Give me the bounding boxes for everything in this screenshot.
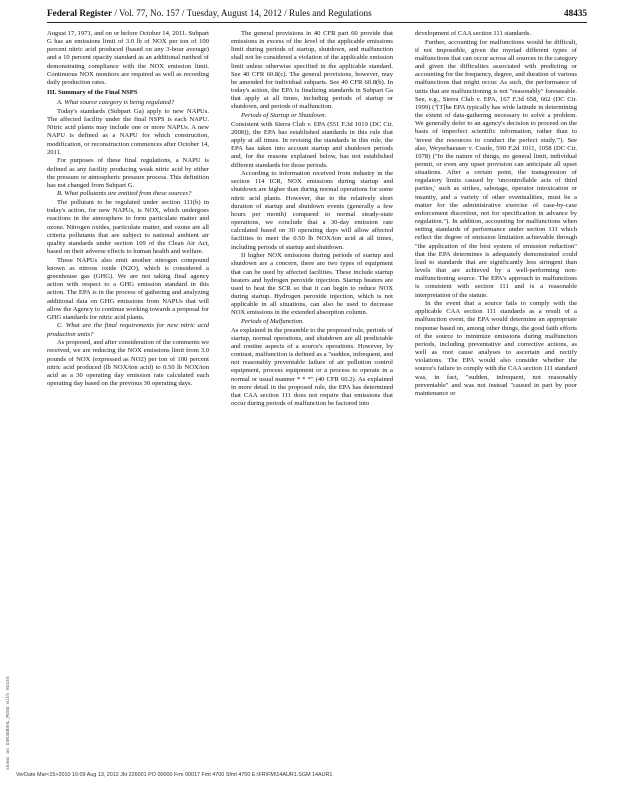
section-heading: III. Summary of the Final NSPS [47,89,138,97]
subsection-heading: Periods of Startup or Shutdown. [241,112,327,120]
subsection-heading: C. What are the final requirements for new nitric acid production units? [47,322,209,338]
text-column-1 [47,30,209,742]
page-footer: VerDate Mar<15>2010 16:09 Aug 13, 2012 Jkt 226001 PO 00000 Frm 00017 Fmt 4700 Sfmt 4700 E:\FR\FM\14AUR1.SGM 14AUR1 [16,772,333,778]
subsection-heading: Periods of Malfunction. [241,317,304,325]
paragraph: Further, accounting for malfunctions would be difficult, if not impossible, given the myriad different types of malfunctions that can occur across all sources in the category and given the difficulties associated with predicting or accounting for the frequency, degree, and duration of various malfunctions that might occur. As such, the performance of units that are malfunctioning is not "reasonably" foreseeable. See, e.g., Sierra Club v. EPA, 167 F.3d 658, 662 (DC Cir. 1999) ("[T]he EPA typically has wide latitude in determining the extent of data-gathering necessary to solve a problem. We generally defer to an agency's decision to proceed on the basis of imperfect scientific information, rather than to 'invest the resources to conduct the perfect study.'"). See also, Weyerhaeuser v. Costle, 590 F.2d 1011, 1058 (DC Cir. 1978) ("In the nature of things, no general limit, individual permit, or even any upset provision can anticipate all upset situations. After a certain point, the transgression of regulatory limits caused by 'uncontrollable acts of third parties,' such as strikes, sabotage, operator intoxication or insanity, and a variety of other eventualities, must be a matter for the administrative exercise of case-by-case enforcement discretion, not for specification in advance by regulation."). In addition, accounting for malfunctions when setting standards of performance under section 111 which reflect the degree of emission limitation achievable through "the application of the best system of emission reduction" that the EPA determines is adequately demonstrated could lead to standards that are significantly less stringent than levels that are achieved by a well-performing non-malfunctioning source. The EPA's approach to malfunctions is consistent with section 111 and is a reasonable interpretation of the statute. [415,38,577,299]
page-header [47,8,587,22]
paragraph: The general provisions in 40 CFR part 60 provide that emissions in excess of the level of the applicable emissions limit during periods of startup, shutdown, and malfunction shall not be considered a violation of the applicable emission limit unless otherwise specified in the applicable standard. See 40 CFR 60.8(c). The general provisions, however, may be amended for individual subparts. See 40 CFR 60.8(b). In today's action, the EPA is finalizing standards in Subpart Ga that apply at all times, including periods of startup or shutdown, and periods of malfunction. [231,30,393,111]
paragraph: As explained in the preamble to the proposed rule, periods of startup, normal operations, and shutdown are all predictable and routine aspects of a source's operations. However, by contrast, malfunction is defined as a "sudden, infrequent, and not reasonably preventable failure of air pollution control equipment, process equipment or a process to operate in a normal or usual manner * * *" (40 CFR 60.2). As explained in more detail in the proposed rule, the EPA has determined that CAA section 111 does not require that emissions that occur during periods of malfunction be factored into [231,326,393,408]
paragraph: August 17, 1971, and on or before October 14, 2011. Subpart G has an emissions limit of 3.0 lb of NOX per ton of 100 percent nitric acid produced (based on any 3-hour average) and a 10 percent opacity standard as an additional method of demonstrating compliance with the NOX emission limit. Continuous NOX monitors are required as well as recording daily production rates. [47,30,209,86]
header-rule [47,22,587,23]
paragraph: According to information received from industry in the section 114 ICR, NOX emissions during startup and shutdown are higher than during normal operations for some nitric acid plants. However, due to the relatively short duration of startup and shutdown events (generally a few hours per month) compared to normal steady-state operations, we conclude that a 30-day emission rate calculated based on 30 operating days will allow affected facilities to meet the 0.50 lb NOX/ton acid at all times, including periods of startup and shutdown. [231,170,393,251]
paragraph: For purposes of these final regulations, a NAPU is defined as any facility producing weak nitric acid by either the pressure or atmospheric pressure process. This definition has not changed from Subpart G. [47,157,209,189]
subsection-heading: A. What source category is being regulated? [57,99,175,107]
paragraph: development of CAA section 111 standards. [415,30,531,37]
sidebar-margin-text: sk4wc on DSK3GBSHL_MDSG with RULES [6,676,11,770]
paragraph: As proposed, and after consideration of the comments we received, we are reducing the NOX emissions limit from 3.0 pounds of NOX (expressed as NO2) per ton of 100 percent nitric acid produced (lb NOX/ton acid) to 0.50 lb NOX/ton acid as a 30 operating day emission rate calculated each operating day based on the previous 30 operating days. [47,339,209,388]
paragraph: Consistent with Sierra Club v. EPA (551 F.3d 1019 (DC Cir. 2008)), the EPA has established standards in this rule that apply at all times. In revising the standards in this rule, the EPA has taken into account startup and shutdown periods and, for the reasons explained below, has not established different standards for those periods. [231,120,393,169]
publication-name: Federal Register [47,8,113,18]
paragraph: If higher NOX emissions during periods of startup and shutdown are a concern, there are two types of equipment that can be used by affected facilities. These include startup heaters and hydrogen peroxide injection. Startup heaters are used to heat the SCR so that it can begin to reduce NOX during startup. Hydrogen peroxide injection, which is not applicable in all situations, can also be used to decrease NOX emissions in the extended absorption column. [231,252,393,317]
paragraph: Today's standards (Subpart Ga) apply to new NAPUs. The affected facility under the final NSPS is each NAPU. Nitric acid plants may include one or more NAPUs. A new NAPU is defined as a NAPU for which construction, modification, or reconstruction commences after October 14, 2011. [47,107,209,156]
page-number: 48435 [564,8,587,18]
subsection-heading: B. What pollutants are emitted from these sources? [57,190,192,198]
issue-info: / Vol. 77, No. 157 / Tuesday, August 14, 2012 / Rules and Regulations [114,8,372,18]
paragraph: These NAPUs also emit another nitrogen compound known as nitrous oxide (N2O), which is considered a greenhouse gas (GHG). We are not taking final agency action with respect to a GHG emission standard in this action. The EPA is in the process of gathering and analyzing additional data on GHG emissions from NAPUs that will allow the Agency to continue working towards a proposal for GHG standards for nitric acid plants. [47,256,209,321]
text-column-2 [231,30,393,742]
paragraph: In the event that a source fails to comply with the applicable CAA section 111 standards as a result of a malfunction event, the EPA would determine an appropriate response based on, among other things, the good faith efforts of the source to minimize emissions during malfunction periods, including preventative and corrective actions, as well as root cause analyses to ascertain and rectify violations. The EPA would also consider whether the source's failure to comply with the CAA section 111 standard was, in fact, "sudden, infrequent, not reasonably preventable" and was not instead "caused in part by poor maintenance or [415,300,577,397]
text-column-3 [415,30,577,742]
paragraph: The pollutant to be regulated under section 111(b) in today's action, for new NAPUs, is NOX, which undergoes reactions in the atmosphere to form particulate matter and ozone. Nitrogen oxides, particulate matter, and ozone are all criteria pollutants that are subject to national ambient air quality standards under section 109 of the Clean Air Act, based on their adverse effects to human health and welfare. [47,199,209,256]
